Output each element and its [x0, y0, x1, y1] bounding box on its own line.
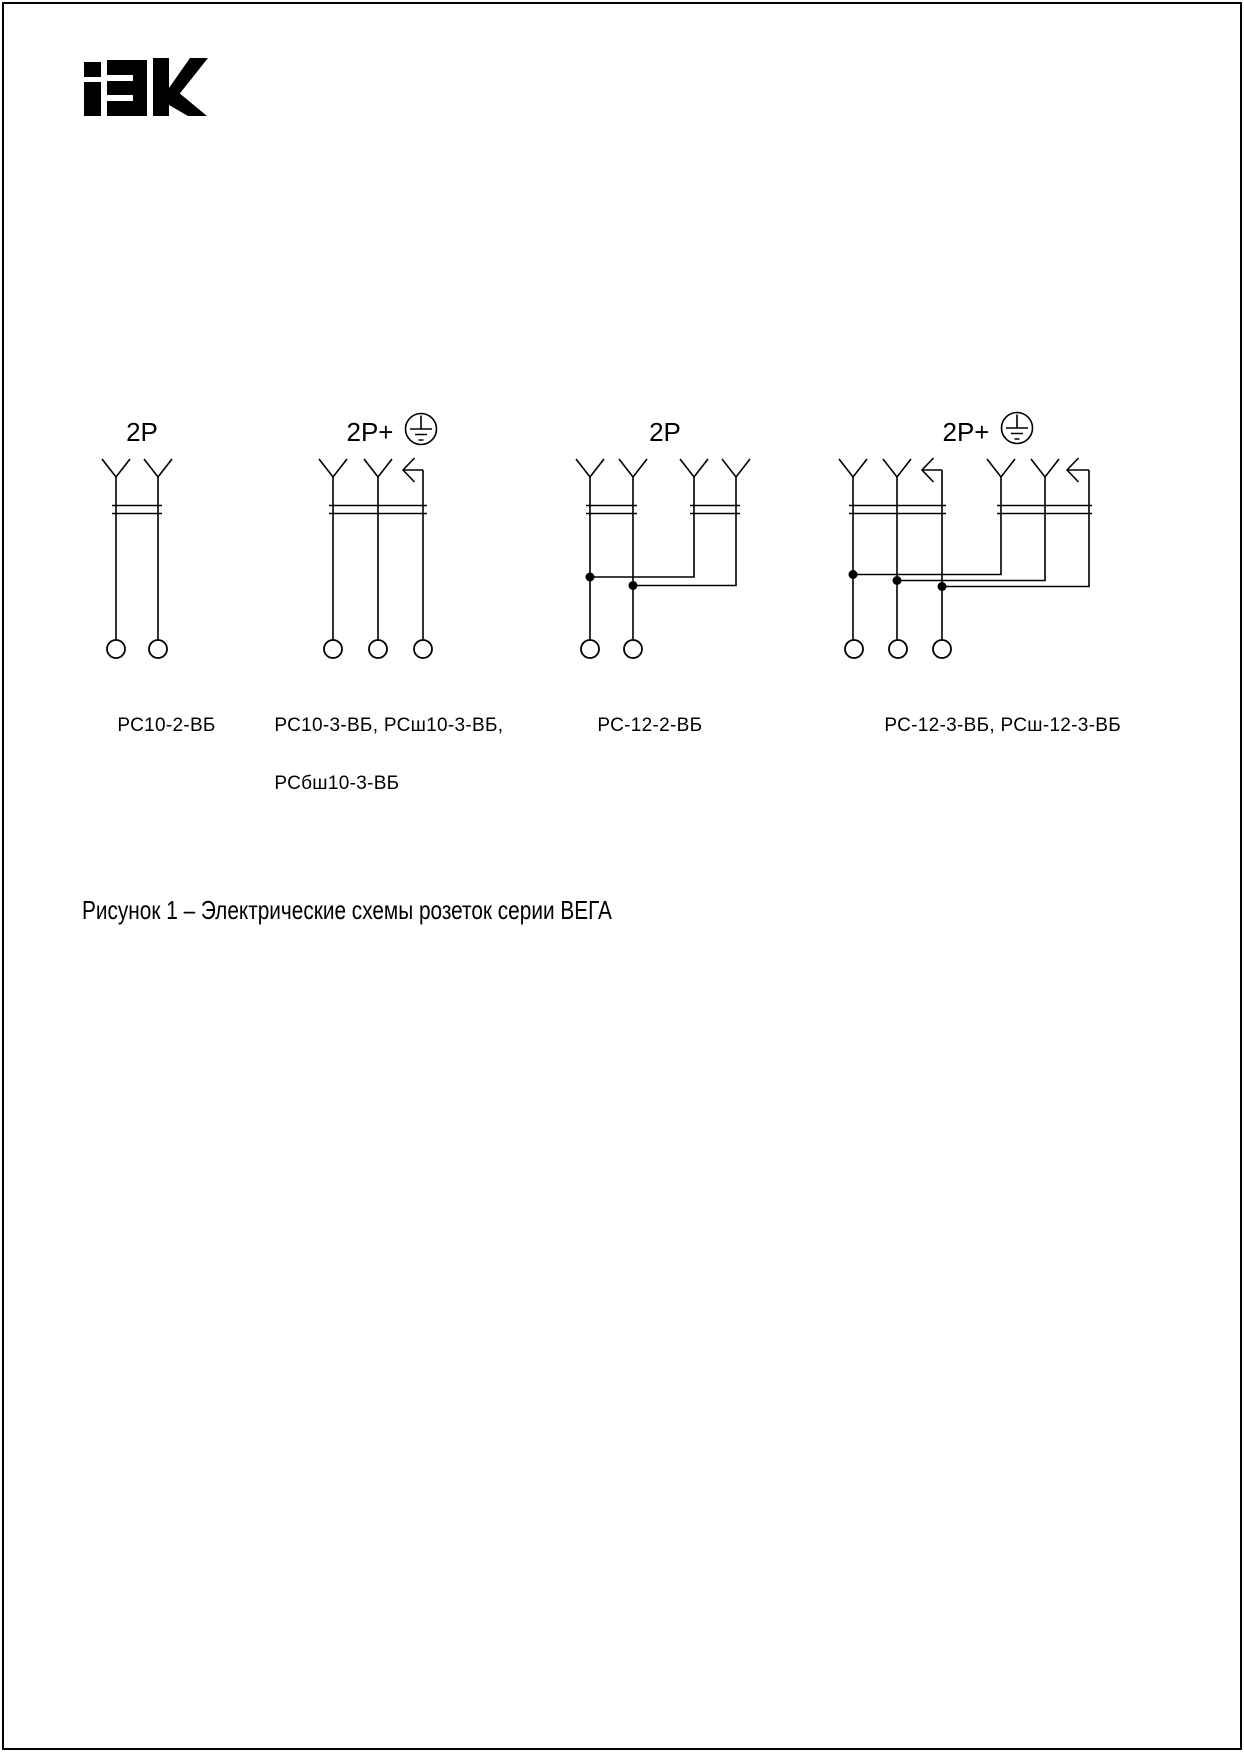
- diagram4-type-label: 2P+: [942, 417, 990, 447]
- terminal-circle: [845, 640, 863, 658]
- earth-arrow-pin-icon: [403, 458, 423, 482]
- wiring-diagrams-figure: [0, 0, 1244, 760]
- figure-caption: Рисунок 1 – Электрические схемы розеток серии ВЕГА: [82, 895, 612, 925]
- earth-ground-icon: [1002, 413, 1033, 444]
- wire-jumper: [942, 470, 1089, 587]
- terminal-circle: [369, 640, 387, 658]
- model-label-line: РС10-2-ВБ: [117, 715, 216, 736]
- model-label-rc10-3-vb: [252, 682, 503, 827]
- junction-dot: [849, 570, 858, 579]
- terminal-circle: [149, 640, 167, 658]
- diagram2-type-label: 2P+: [346, 417, 394, 447]
- diagram-rc10-3-vb: [319, 414, 437, 659]
- diagram1-type-label: 2P: [126, 417, 158, 447]
- pin-fork-icon: [839, 459, 867, 477]
- model-label-rc12-3-vb: [862, 682, 1121, 769]
- diagram-rc10-2-vb: [102, 417, 172, 658]
- junction-dot: [938, 582, 947, 591]
- terminal-circle: [889, 640, 907, 658]
- junction-dot: [629, 581, 638, 590]
- terminal-circle: [107, 640, 125, 658]
- pin-fork-icon: [722, 459, 750, 477]
- contact-block: [586, 506, 637, 514]
- wire-jumper: [853, 477, 1001, 575]
- pin-fork-icon: [1031, 459, 1059, 477]
- pin-fork-icon: [576, 459, 604, 477]
- terminal-circle: [581, 640, 599, 658]
- pin-fork-icon: [987, 459, 1015, 477]
- model-label-line: РС10-3-ВБ, РСш10-3-ВБ,: [274, 715, 504, 736]
- pin-fork-icon: [102, 459, 130, 477]
- wire-jumper: [590, 477, 694, 577]
- pin-fork-icon: [144, 459, 172, 477]
- model-label-line: РСбш10-3-ВБ: [274, 773, 400, 794]
- terminal-circle: [414, 640, 432, 658]
- pin-fork-icon: [883, 459, 911, 477]
- earth-arrow-pin-icon: [1067, 458, 1089, 482]
- model-label-rc12-2-vb: [575, 682, 702, 769]
- pin-fork-icon: [619, 459, 647, 477]
- terminal-circle: [624, 640, 642, 658]
- diagram3-type-label: 2P: [649, 417, 681, 447]
- terminal-circle: [324, 640, 342, 658]
- wire-jumper: [897, 477, 1045, 581]
- pin-fork-icon: [364, 459, 392, 477]
- contact-block: [112, 506, 162, 514]
- earth-ground-icon: [406, 414, 437, 445]
- model-label-rc10-2-vb: [95, 682, 216, 769]
- diagram-rc12-2-vb: [576, 417, 750, 658]
- earth-arrow-pin-icon: [922, 458, 942, 482]
- terminal-circle: [933, 640, 951, 658]
- junction-dot: [586, 573, 595, 582]
- diagram-rc12-3-vb: [839, 413, 1092, 659]
- pin-fork-icon: [319, 459, 347, 477]
- model-label-line: РС-12-3-ВБ, РСш-12-3-ВБ: [884, 715, 1122, 736]
- contact-block: [690, 506, 740, 514]
- model-label-line: РС-12-2-ВБ: [597, 715, 703, 736]
- wire-jumper: [633, 477, 736, 586]
- pin-fork-icon: [680, 459, 708, 477]
- junction-dot: [893, 576, 902, 585]
